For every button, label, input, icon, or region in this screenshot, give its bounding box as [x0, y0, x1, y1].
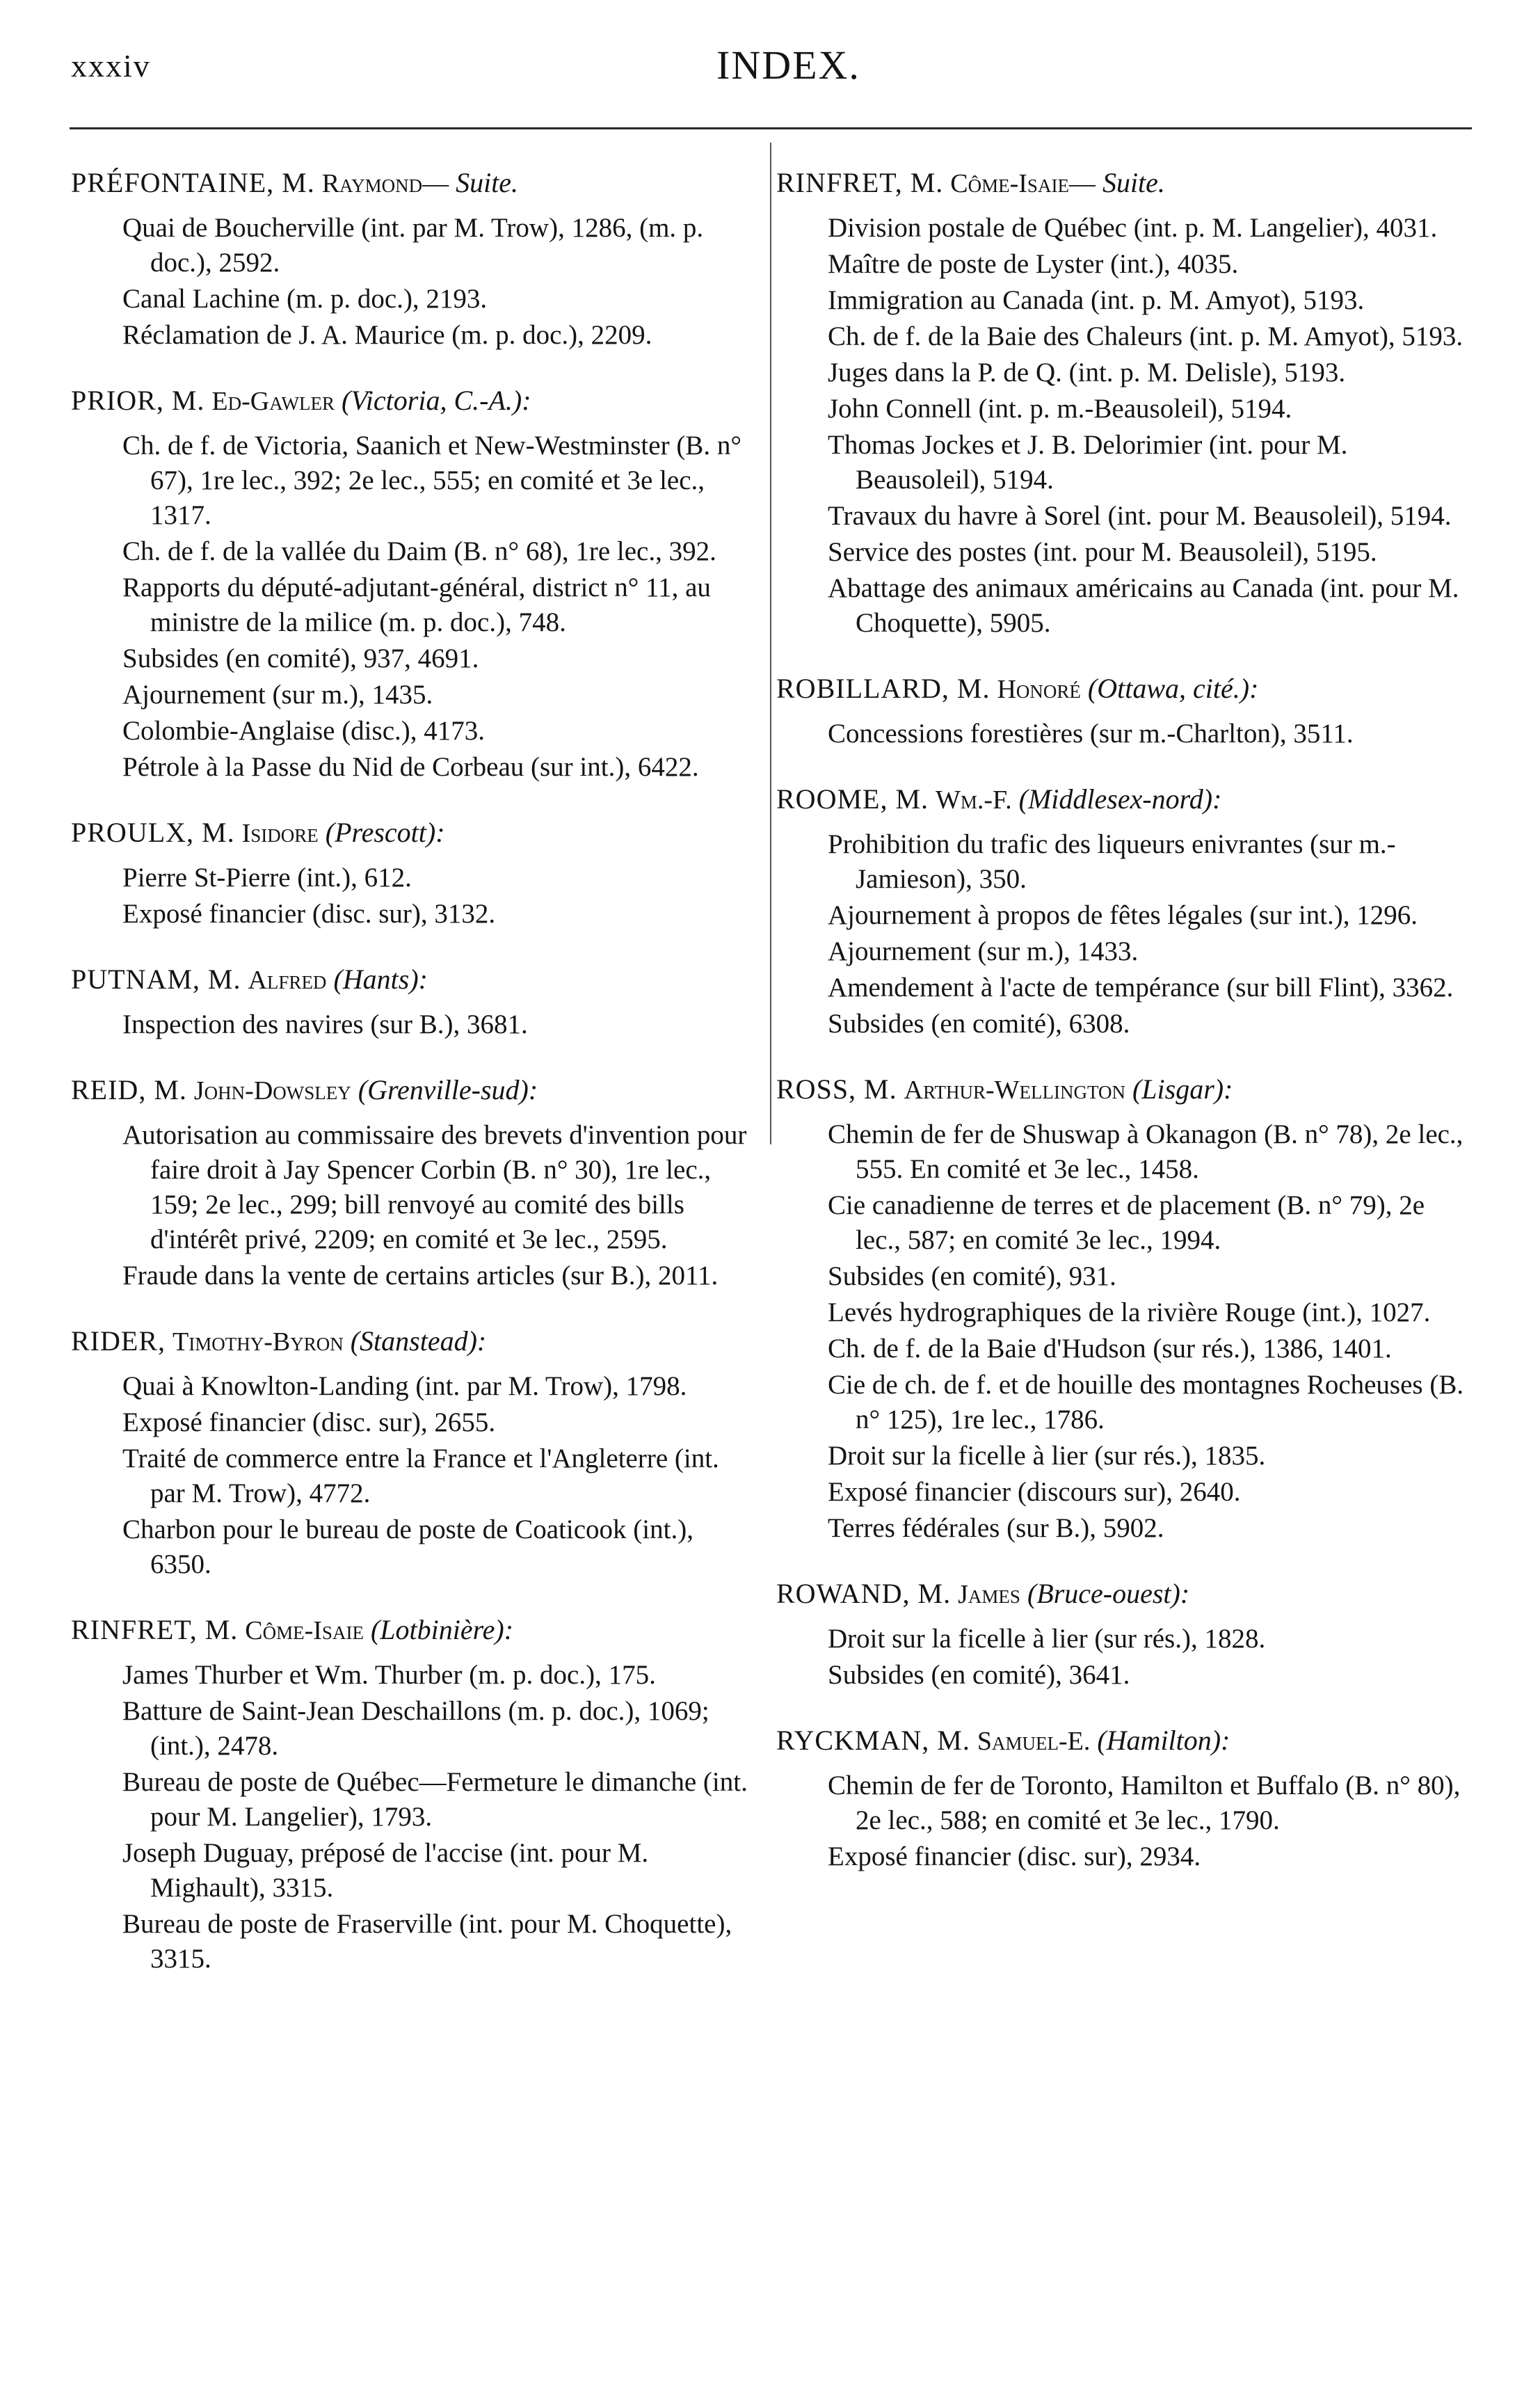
entry-items [71, 211, 758, 353]
index-item: Exposé financier (disc. sur), 3132. [122, 899, 496, 929]
member-surname: REID, M. [71, 1074, 187, 1105]
index-entry [776, 1072, 1472, 1546]
index-item: Pétrole à la Passe du Nid de Corbeau (sur int.), 6422. [122, 752, 699, 782]
index-item: Chemin de fer de Shuswap à Okanagon (B. n° 78), 2e lec., 555. En comité et 3e lec., 1458. [828, 1119, 1463, 1184]
index-item: Maître de poste de Lyster (int.), 4035. [828, 249, 1239, 279]
entry-heading [71, 962, 758, 998]
member-given-name: Samuel-E. [977, 1727, 1091, 1756]
index-entry [71, 166, 758, 353]
index-item: Inspection des navires (sur B.), 3681. [122, 1009, 528, 1039]
member-given-name: James [958, 1580, 1020, 1609]
member-riding: (Bruce-ouest): [1027, 1578, 1190, 1609]
member-given-name: Timothy-Byron [173, 1327, 344, 1357]
entry-items [776, 1117, 1472, 1546]
member-surname: RIDER, [71, 1325, 166, 1357]
index-item: Exposé financier (discours sur), 2640. [828, 1477, 1241, 1507]
member-riding: (Lisgar): [1132, 1073, 1233, 1105]
index-item: Exposé financier (disc. sur), 2934. [828, 1841, 1201, 1871]
member-surname: RINFRET, M. [776, 167, 944, 198]
member-surname: PRIOR, M. [71, 385, 205, 416]
member-given-name: Alfred [248, 966, 327, 995]
entry-items [71, 1118, 758, 1293]
member-surname: ROWAND, M. [776, 1578, 952, 1609]
index-item: Terres fédérales (sur B.), 5902. [828, 1513, 1164, 1543]
index-item: Ajournement (sur m.), 1433. [828, 936, 1139, 966]
index-entry [71, 383, 758, 785]
index-item: Batture de Saint-Jean Deschaillons (m. p. doc.), 1069; (int.), 2478. [122, 1696, 709, 1761]
entry-items [776, 211, 1472, 641]
entry-items [71, 861, 758, 932]
index-entry [71, 815, 758, 932]
index-item: Cie de ch. de f. et de houille des montagnes Rocheuses (B. n° 125), 1re lec., 1786. [828, 1370, 1464, 1435]
index-item: Autorisation au commissaire des brevets d'invention pour faire droit à Jay Spencer Corbin (B. n° 30), 1re lec., 159; 2e lec., 299; bill renvoyé au comité des bills d'intérêt privé, 2209; en comité et 3e lec., 2595. [122, 1120, 747, 1254]
member-surname: PROULX, M. [71, 817, 235, 848]
member-riding: (Victoria, C.-A.): [342, 385, 531, 416]
member-given-name: Isidore [241, 819, 319, 848]
member-surname: RYCKMAN, M. [776, 1725, 970, 1756]
member-given-name: Honoré [997, 675, 1081, 704]
entry-heading [776, 782, 1472, 817]
index-item: Rapports du député-adjutant-général, district n° 11, au ministre de la milice (m. p. doc.), 748. [122, 573, 711, 637]
index-item: Ch. de f. de la vallée du Daim (B. n° 68), 1re lec., 392. [122, 536, 716, 566]
left-column [71, 166, 758, 2007]
index-item: Prohibition du trafic des liqueurs enivrantes (sur m.-Jamieson), 350. [828, 829, 1396, 894]
index-item: Ch. de f. de la Baie d'Hudson (sur rés.), 1386, 1401. [828, 1334, 1392, 1364]
index-item: Concessions forestières (sur m.-Charlton), 3511. [828, 719, 1354, 749]
index-item: Division postale de Québec (int. p. M. Langelier), 4031. [828, 213, 1438, 243]
member-given-name: Côme-Isaie [245, 1616, 364, 1645]
index-item: Subsides (en comité), 3641. [828, 1660, 1130, 1690]
member-riding: (Hamilton): [1097, 1725, 1230, 1756]
index-entry [71, 1613, 758, 1976]
index-item: Droit sur la ficelle à lier (sur rés.), 1828. [828, 1624, 1266, 1654]
entry-heading [776, 671, 1472, 707]
entry-items [71, 1007, 758, 1042]
member-riding: (Hants): [333, 964, 428, 995]
member-surname: RINFRET, M. [71, 1614, 239, 1645]
entry-items [71, 1658, 758, 1976]
index-item: Fraude dans la vente de certains articles (sur B.), 2011. [122, 1261, 719, 1291]
index-item: John Connell (int. p. m.-Beausoleil), 5194. [828, 394, 1292, 424]
index-item: Joseph Duguay, préposé de l'accise (int. pour M. Mighault), 3315. [122, 1838, 649, 1903]
index-item: Quai de Boucherville (int. par M. Trow), 1286, (m. p. doc.), 2592. [122, 213, 704, 278]
index-item: Subsides (en comité), 937, 4691. [122, 644, 479, 673]
entry-heading [71, 166, 758, 201]
member-surname: PUTNAM, M. [71, 964, 241, 995]
index-item: Levés hydrographiques de la rivière Rouge (int.), 1027. [828, 1297, 1431, 1327]
entry-items [71, 1369, 758, 1582]
page-number: xxxiv [71, 48, 151, 83]
index-item: Ch. de f. de Victoria, Saanich et New-Westminster (B. n° 67), 1re lec., 392; 2e lec., 555; en comité et 3e lec., 1317. [122, 431, 741, 530]
entry-heading [71, 815, 758, 851]
index-item: Chemin de fer de Toronto, Hamilton et Buffalo (B. n° 80), 2e lec., 588; en comité et 3e lec., 1790. [828, 1771, 1461, 1835]
member-surname: PRÉFONTAINE, M. [71, 167, 315, 198]
index-item: Abattage des animaux américains au Canada (int. pour M. Choquette), 5905. [828, 573, 1459, 638]
index-item: Cie canadienne de terres et de placement (B. n° 79), 2e lec., 587; en comité 3e lec., 1994. [828, 1190, 1425, 1255]
index-item: Traité de commerce entre la France et l'Angleterre (int. par M. Trow), 4772. [122, 1444, 719, 1508]
index-entry [71, 962, 758, 1042]
index-item: Ajournement à propos de fêtes légales (sur int.), 1296. [828, 900, 1418, 930]
index-entry [776, 782, 1472, 1041]
index-item: Subsides (en comité), 931. [828, 1261, 1116, 1291]
index-item: Ch. de f. de la Baie des Chaleurs (int. p. M. Amyot), 5193. [828, 321, 1463, 351]
header-rule [70, 127, 1472, 129]
member-given-name: John-Dowsley [193, 1076, 351, 1105]
member-riding: (Prescott): [325, 817, 445, 848]
entry-items [776, 827, 1472, 1041]
entry-heading [71, 1613, 758, 1648]
index-item: Juges dans la P. de Q. (int. p. M. Delisle), 5193. [828, 358, 1346, 387]
entry-heading [776, 1576, 1472, 1612]
entry-heading [71, 1073, 758, 1108]
index-item: Subsides (en comité), 6308. [828, 1009, 1130, 1039]
right-column [776, 166, 1472, 1905]
index-item: Droit sur la ficelle à lier (sur rés.), 1835. [828, 1441, 1266, 1471]
index-entry [776, 1723, 1472, 1874]
index-item: Bureau de poste de Fraserville (int. pour M. Choquette), 3315. [122, 1909, 732, 1974]
index-item: Exposé financier (disc. sur), 2655. [122, 1407, 496, 1437]
index-item: Canal Lachine (m. p. doc.), 2193. [122, 284, 488, 314]
member-given-name: Arthur-Wellington [904, 1076, 1125, 1105]
member-given-name: Ed-Gawler [211, 387, 335, 416]
member-given-name: Wm.-F. [936, 785, 1012, 815]
member-riding: (Grenville-sud): [358, 1074, 538, 1105]
index-entry [71, 1073, 758, 1293]
index-item: Colombie-Anglaise (disc.), 4173. [122, 716, 485, 746]
index-item: Travaux du havre à Sorel (int. pour M. Beausoleil), 5194. [828, 501, 1452, 531]
index-entry [776, 166, 1472, 641]
member-riding: (Lotbinière): [370, 1614, 514, 1645]
index-item: Pierre St-Pierre (int.), 612. [122, 863, 412, 893]
index-item: Ajournement (sur m.), 1435. [122, 680, 433, 710]
page-title: INDEX. [716, 42, 860, 88]
entry-heading [776, 1072, 1472, 1108]
member-riding: (Ottawa, cité.): [1087, 673, 1259, 704]
entry-heading [71, 1324, 758, 1359]
index-entry [776, 1576, 1472, 1693]
index-item: Service des postes (int. pour M. Beausoleil), 5195. [828, 537, 1377, 567]
member-surname: ROSS, M. [776, 1073, 897, 1105]
member-riding: (Stanstead): [350, 1325, 487, 1357]
entry-items [776, 1768, 1472, 1874]
member-given-name: Raymond— [321, 169, 449, 198]
entry-items [776, 717, 1472, 751]
member-riding: Suite. [1102, 167, 1165, 198]
page-header [0, 42, 1540, 97]
index-item: Réclamation de J. A. Maurice (m. p. doc.), 2209. [122, 320, 652, 350]
member-riding: Suite. [456, 167, 519, 198]
entry-items [776, 1622, 1472, 1693]
index-entry [776, 671, 1472, 751]
column-divider [770, 143, 771, 1144]
member-surname: ROBILLARD, M. [776, 673, 990, 704]
index-item: James Thurber et Wm. Thurber (m. p. doc.), 175. [122, 1660, 656, 1690]
entry-heading [776, 166, 1472, 201]
index-item: Quai à Knowlton-Landing (int. par M. Trow), 1798. [122, 1371, 687, 1401]
entry-heading [776, 1723, 1472, 1759]
index-item: Thomas Jockes et J. B. Delorimier (int. pour M. Beausoleil), 5194. [828, 430, 1348, 495]
index-entry [71, 1324, 758, 1582]
index-item: Immigration au Canada (int. p. M. Amyot), 5193. [828, 285, 1365, 315]
index-item: Amendement à l'acte de tempérance (sur bill Flint), 3362. [828, 973, 1454, 1002]
index-item: Charbon pour le bureau de poste de Coaticook (int.), 6350. [122, 1515, 693, 1579]
entry-heading [71, 383, 758, 419]
member-riding: (Middlesex-nord): [1018, 783, 1222, 815]
member-surname: ROOME, M. [776, 783, 929, 815]
member-given-name: Côme-Isaie— [950, 169, 1096, 198]
entry-items [71, 429, 758, 785]
index-item: Bureau de poste de Québec—Fermeture le dimanche (int. pour M. Langelier), 1793. [122, 1767, 748, 1832]
